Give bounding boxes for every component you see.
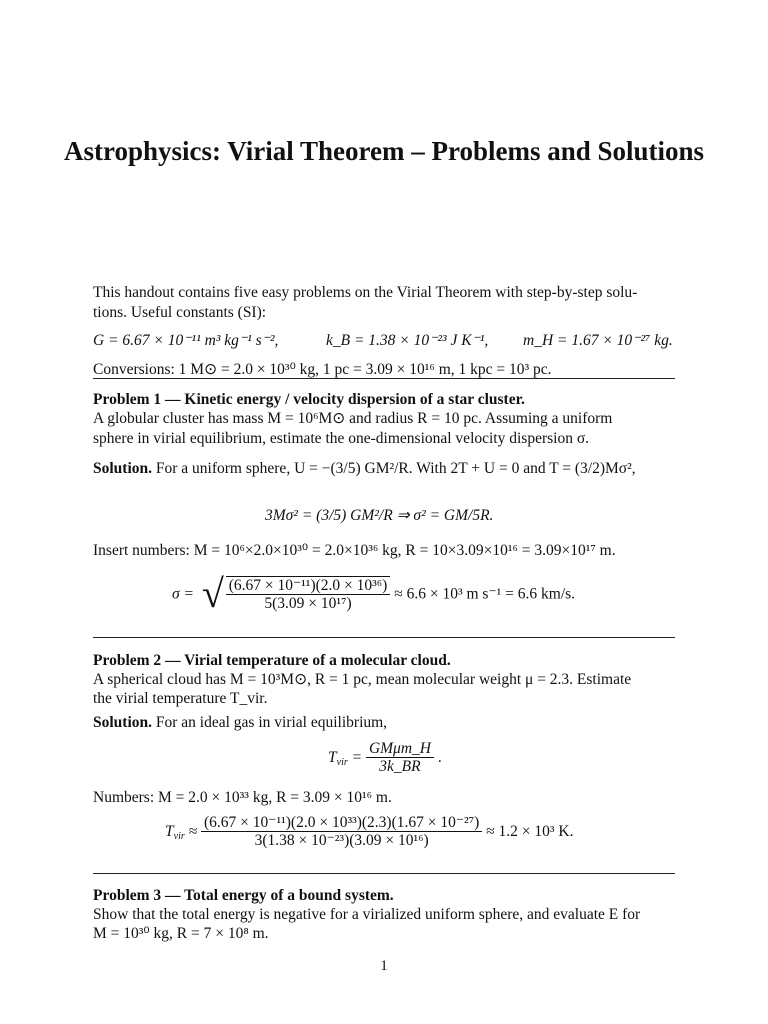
page-number: 1 bbox=[380, 958, 388, 974]
intro-line-2: tions. Useful constants (SI): bbox=[93, 304, 267, 321]
problem-3-statement-1: Show that the total energy is negative for a virialized uniform sphere, and evaluate E for bbox=[93, 906, 641, 923]
solution-label: Solution. bbox=[93, 460, 153, 477]
problem-1-equation-2 bbox=[172, 571, 576, 624]
sigma-result: ≈ 6.6 × 10³ m s⁻¹ = 6.6 km/s. bbox=[394, 585, 576, 603]
tvir-fraction bbox=[366, 740, 434, 775]
sigma-fraction bbox=[226, 576, 391, 612]
title-text: Astrophysics: Virial Theorem – Problems and Solutions bbox=[63, 136, 705, 166]
tvir-denominator: 3k_BR bbox=[379, 758, 421, 775]
problem-2-numbers: Numbers: M = 2.0 × 10³³ kg, R = 3.09 × 10¹⁶ m. bbox=[93, 789, 392, 806]
problem-1-statement-1: A globular cluster has mass M = 10⁶M⊙ and radius R = 10 pc. Assuming a uniform bbox=[93, 410, 613, 427]
tvir-numeric-numerator: (6.67 × 10⁻¹¹)(2.0 × 10³³)(2.3)(1.67 × 10⁻²⁷) bbox=[201, 814, 482, 832]
tvir-numerator: GMμm_H bbox=[366, 740, 434, 758]
problem-2-statement-2: the virial temperature T_vir. bbox=[93, 690, 268, 707]
sigma-symbol: σ = bbox=[172, 585, 194, 603]
problem-divider-2 bbox=[93, 873, 675, 874]
constant-mH: m_H = 1.67 × 10⁻²⁷ kg. bbox=[523, 332, 673, 349]
tvir-approx-symbol: $T_{vir}$ ≈ bbox=[165, 823, 198, 842]
problem-2-heading: Problem 2 — Virial temperature of a molecular cloud. bbox=[93, 652, 451, 669]
solution-text: For an ideal gas in virial equilibrium, bbox=[155, 714, 388, 731]
solution-label: Solution. bbox=[93, 714, 153, 731]
section-divider bbox=[93, 378, 675, 379]
constant-G: G = 6.67 × 10⁻¹¹ m³ kg⁻¹ s⁻², bbox=[93, 332, 279, 349]
problem-3-statement-2: M = 10³⁰ kg, R = 7 × 10⁸ m. bbox=[93, 925, 269, 942]
problem-divider-1 bbox=[93, 637, 675, 638]
intro-line-1: This handout contains five easy problems on the Virial Theorem with step-by-step solu- bbox=[93, 284, 638, 301]
problem-2-solution bbox=[93, 712, 387, 733]
tvir-result: ≈ 1.2 × 10³ K. bbox=[486, 823, 574, 840]
tvir-numeric-fraction bbox=[201, 814, 482, 849]
problem-2-equation-1 bbox=[328, 740, 442, 775]
problem-2-equation-2 bbox=[165, 814, 574, 849]
problem-2-statement-1: A spherical cloud has M = 10³M⊙, R = 1 pc, mean molecular weight μ = 2.3. Estimate bbox=[93, 671, 632, 688]
problem-1-statement-2: sphere in virial equilibrium, estimate the one-dimensional velocity dispersion σ. bbox=[93, 430, 590, 447]
problem-1-equation-1: 3Mσ² = (3/5) GM²/R ⇒ σ² = GM/5R. bbox=[265, 507, 494, 524]
problem-1-solution bbox=[93, 458, 636, 479]
sigma-numerator: (6.67 × 10⁻¹¹)(2.0 × 10³⁶) bbox=[226, 577, 391, 595]
solution-text: For a uniform sphere, U = −(3/5) GM²/R. With 2T + U = 0 and T = (3/2)Mσ², bbox=[155, 460, 636, 477]
conversions-line: Conversions: 1 M⊙ = 2.0 × 10³⁰ kg, 1 pc = 3.09 × 10¹⁶ m, 1 kpc = 10³ pc. bbox=[93, 361, 552, 378]
sigma-denominator: 5(3.09 × 10¹⁷) bbox=[264, 595, 352, 612]
sqrt-sign: √ bbox=[201, 571, 224, 616]
tvir-numeric-denominator: 3(1.38 × 10⁻²³)(3.09 × 10¹⁶) bbox=[254, 832, 429, 849]
tvir-symbol: $T_{vir}$ = bbox=[328, 749, 363, 768]
constant-kB: k_B = 1.38 × 10⁻²³ J K⁻¹, bbox=[326, 332, 489, 349]
problem-3-heading: Problem 3 — Total energy of a bound system. bbox=[93, 887, 394, 904]
period: . bbox=[437, 749, 442, 766]
problem-1-numbers: Insert numbers: M = 10⁶×2.0×10³⁰ = 2.0×10³⁶ kg, R = 10×3.09×10¹⁶ = 3.09×10¹⁷ m. bbox=[93, 542, 616, 559]
problem-1-heading: Problem 1 — Kinetic energy / velocity dispersion of a star cluster. bbox=[93, 391, 525, 408]
document-title bbox=[60, 136, 708, 167]
